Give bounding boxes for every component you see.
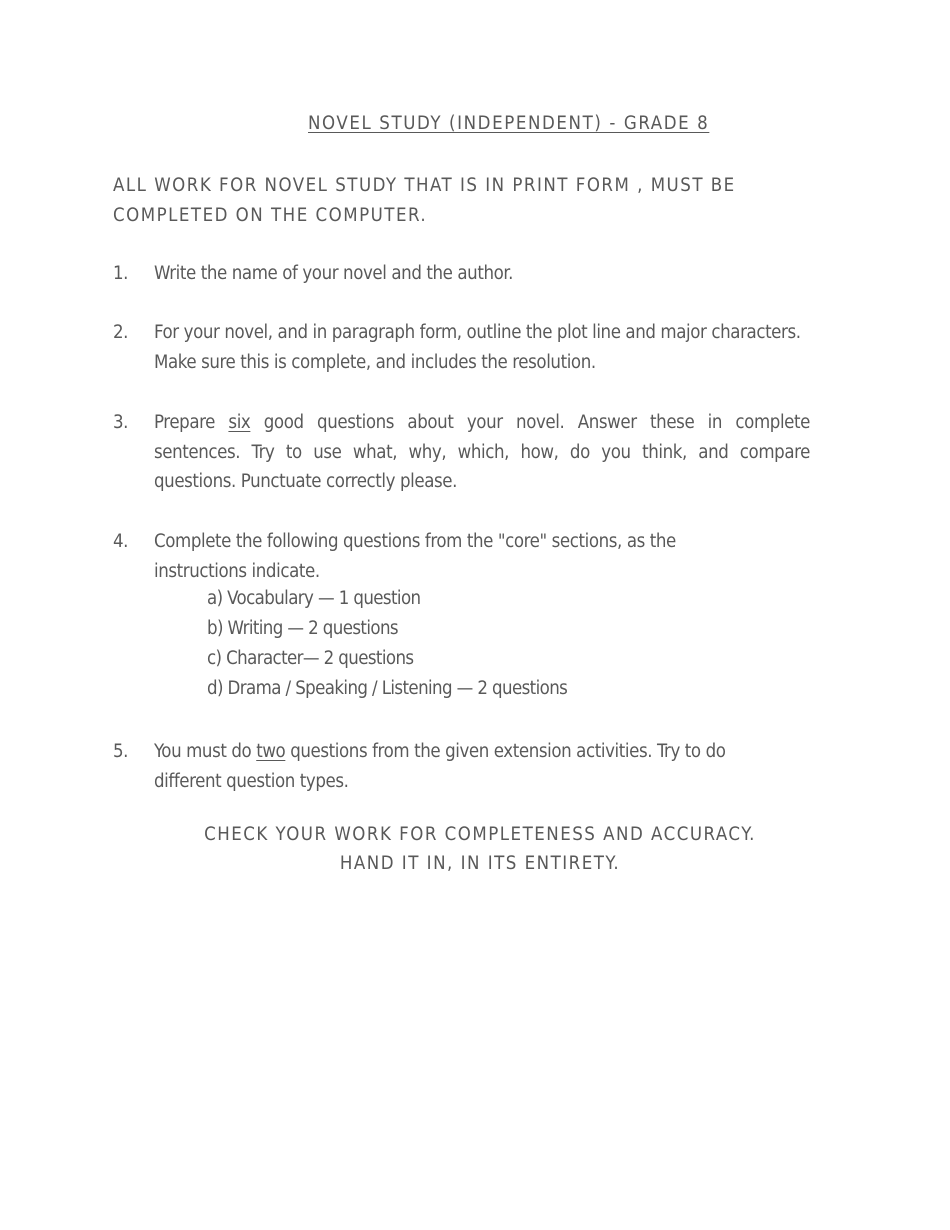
item-text-line-1: Complete the following questions from the "core" sections, as the (154, 531, 676, 552)
item-number: 4. (113, 531, 129, 552)
item-number: 2. (113, 322, 129, 343)
intro-line-2: COMPLETED ON THE COMPUTER. (113, 205, 428, 226)
intro-instructions (113, 171, 813, 231)
subitem-drama-speaking-listening: d) Drama / Speaking / Listening — 2 questions (207, 678, 568, 699)
item-text: Write the name of your novel and the author. (154, 263, 514, 284)
closing-line-2: HAND IT IN, IN ITS ENTIRETY. (339, 853, 621, 874)
item-text (154, 318, 801, 377)
subitem-vocabulary: a) Vocabulary — 1 question (207, 588, 421, 609)
item-number: 3. (113, 412, 129, 433)
item-text-line-2: instructions indicate. (154, 560, 320, 582)
item-text-suffix: questions from the given extension activities. Try to do (290, 741, 726, 762)
subitem-writing: b) Writing — 2 questions (207, 618, 398, 639)
item-text (154, 527, 676, 586)
item-text-line-2: different question types. (154, 770, 349, 792)
closing-instructions (0, 820, 950, 878)
item-text-line-1: For your novel, and in paragraph form, outline the plot line and major characters. (154, 322, 801, 343)
page-title: NOVEL STUDY (INDEPENDENT) - GRADE 8 (308, 113, 710, 134)
item-text-line-1 (154, 737, 726, 767)
emphasis-two: two (256, 741, 286, 762)
intro-line-1: ALL WORK FOR NOVEL STUDY THAT IS IN PRINT FORM , MUST BE (113, 175, 736, 196)
item-number: 5. (113, 741, 129, 762)
item-number: 1. (113, 263, 129, 284)
subitem-character: c) Character— 2 questions (207, 648, 414, 669)
closing-line-1: CHECK YOUR WORK FOR COMPLETENESS AND ACCURACY. (204, 824, 756, 845)
item-text (154, 408, 810, 497)
item-text-prefix: You must do (154, 741, 252, 762)
item-text-suffix: good questions about your novel. Answer these in complete sentences. Try to use what, why, which, how, do you think, and compare questions. Punctuate correctly please. (154, 412, 810, 492)
item-text-line-2: Make sure this is complete, and includes the resolution. (154, 351, 596, 373)
emphasis-six: six (228, 412, 251, 433)
item-text-prefix: Prepare (154, 412, 216, 433)
item-text (154, 737, 726, 796)
